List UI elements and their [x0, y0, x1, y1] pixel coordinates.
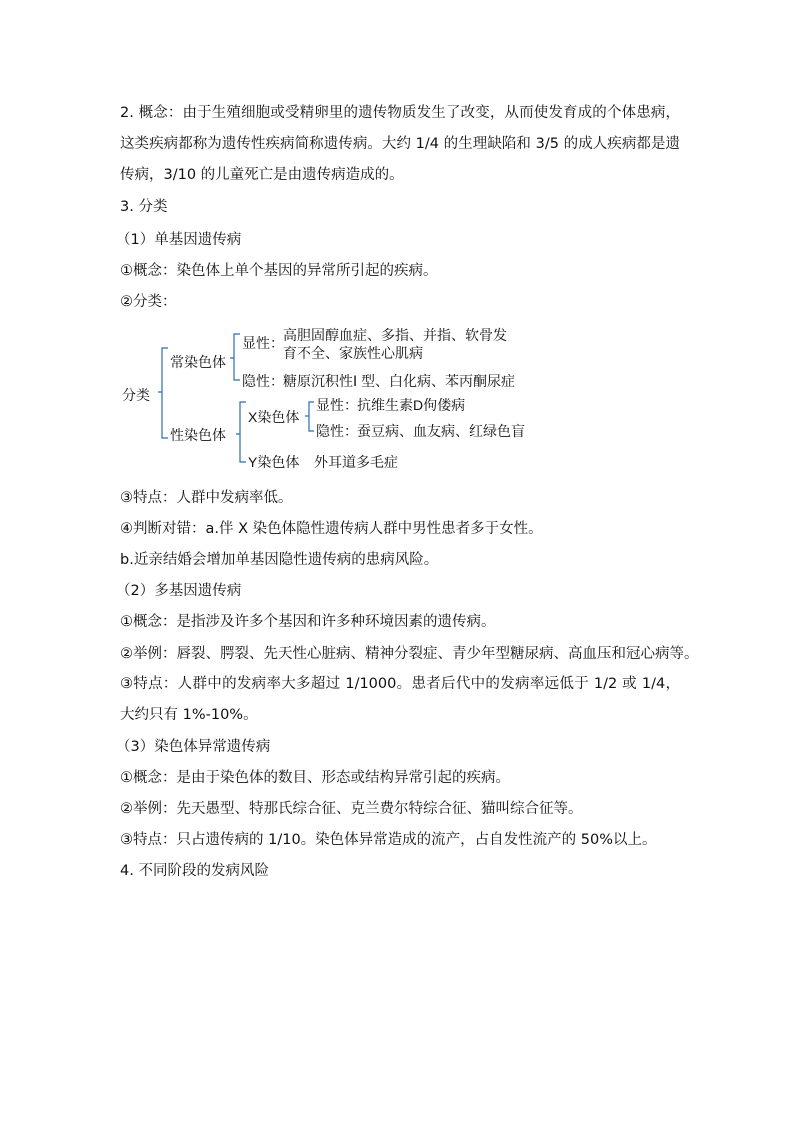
diagram-root: 分类: [122, 387, 150, 403]
diagram-x-dominant-text: 抗维生素D佝偻病: [357, 397, 466, 413]
diagram-sex: 性染色体: [170, 427, 226, 443]
multi-gene-concept: ①概念：是指涉及许多个基因和许多种环境因素的遗传病。: [120, 614, 496, 630]
chromosomal-concept: ①概念：是由于染色体的数目、形态或结构异常引起的疾病。: [120, 770, 510, 786]
single-gene-feature: ③特点：人群中发病率低。: [120, 490, 293, 506]
section4-heading: 4. 不同阶段的发病风险: [120, 863, 269, 879]
diagram-y: Y染色体: [248, 454, 300, 470]
multi-gene-heading: （2）多基因遗传病: [116, 583, 242, 599]
diagram-x-recessive-label: 隐性：: [316, 423, 358, 439]
diagram-recessive-text: 糖原沉积性Ⅰ 型、白化病、苯丙酮尿症: [283, 373, 516, 389]
diagram-y-text: 外耳道多毛症: [314, 454, 398, 470]
diagram-x-recessive-text: 蚕豆病、血友病、红绿色盲: [357, 423, 525, 439]
diagram-autosomal: 常染色体: [170, 354, 226, 370]
judge-b: b.近亲结婚会增加单基因隐性遗传病的患病风险。: [120, 552, 439, 568]
diagram-x-dominant-label: 显性：: [316, 397, 358, 413]
diagram-dominant-line2: 育不全、家族性心肌病: [283, 345, 423, 361]
diagram-recessive-label: 隐性：: [242, 373, 284, 389]
concept-paragraph: 2. 概念：由于生殖细胞或受精卵里的遗传物质发生了改变，从而使发育成的个体患病，这类疾病都称为遗传性疾病简称遗传病。大约 1/4 的生理缺陷和 3/5 的成人疾病都是遗传病，3/10 的儿童死亡是由遗传病造成的。: [120, 105, 680, 183]
multi-gene-feature: ③特点：人群中的发病率大多超过 1/1000。患者后代中的发病率远低于 1/2 或 1/4，大约只有 1%-10%。: [120, 676, 680, 723]
diagram-dominant-label: 显性：: [242, 335, 284, 351]
single-gene-concept: ①概念：染色体上单个基因的异常所引起的疾病。: [120, 263, 438, 279]
diagram-dominant-line1: 高胆固醇血症、多指、并指、软骨发: [283, 327, 507, 343]
section3-heading: 3. 分类: [120, 199, 168, 215]
classification-label: ②分类：: [120, 294, 177, 310]
judge-a: ④判断对错：a.伴 X 染色体隐性遗传病人群中男性患者多于女性。: [120, 521, 543, 537]
classification-diagram: [118, 318, 568, 478]
chromosomal-heading: （3）染色体异常遗传病: [116, 739, 271, 755]
multi-gene-example: ②举例：唇裂、腭裂、先天性心脏病、精神分裂症、青少年型糖尿病、高血压和冠心病等。: [120, 646, 699, 662]
single-gene-heading: （1）单基因遗传病: [116, 232, 242, 248]
diagram-x: X染色体: [248, 409, 300, 425]
chromosomal-example: ②举例：先天愚型、特那氏综合征、克兰费尔特综合征、猫叫综合征等。: [120, 801, 583, 817]
chromosomal-feature: ③特点：只占遗传病的 1/10。染色体异常造成的流产，占自发性流产的 50%以上。: [120, 832, 657, 848]
